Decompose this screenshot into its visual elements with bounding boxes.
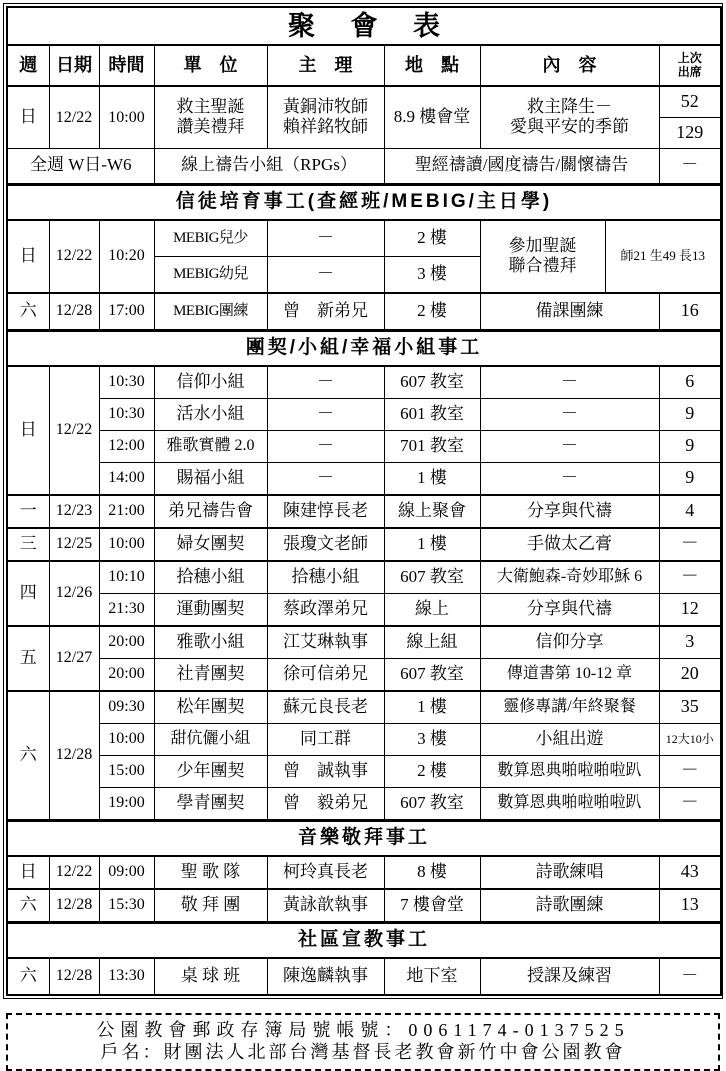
unit-cell: 弟兄禱告會 [154,495,267,528]
leader-cell [267,86,384,148]
unit-cell: 少年團契 [154,755,267,787]
content-cell: 授課及練習 [480,958,659,995]
schedule-row [7,889,721,923]
place-cell: 8.9 樓會堂 [384,86,480,148]
content-cell: 數算恩典啪啦啪啦趴 [480,755,659,787]
place-cell: 線上聚會 [384,495,480,528]
col-content: 內 容 [480,45,659,86]
section-header-row [7,330,721,366]
date-cell: 12/22 [49,366,99,495]
section-header: 團契/小組/幸福小組事工 [7,330,721,366]
unit-line1: 救主聖誕 [176,97,245,117]
schedule-row [7,691,721,724]
leader-cell: 陳建惇長老 [267,495,384,528]
time-cell: 10:30 [99,366,154,399]
place-cell: 601 教室 [384,398,480,430]
schedule-row [7,220,721,257]
time-cell: 20:00 [99,658,154,691]
unit-cell: 松年團契 [154,691,267,724]
leader-cell: － [267,398,384,430]
attendance-cell: － [659,148,721,184]
place-cell: 1 樓 [384,691,480,724]
content-cell: 備課團練 [480,293,659,331]
content-cell: － [480,462,659,495]
section-header: 音樂敬拜事工 [7,820,721,856]
week-cell: 四 [7,561,49,626]
place-cell: 線上 [384,593,480,626]
time-cell: 09:00 [99,856,154,889]
content-line1: 救主降生－ [527,97,612,117]
time-cell: 10:30 [99,398,154,430]
unit-cell: 雅歌小組 [154,626,267,659]
unit-cell: 拾穗小組 [154,561,267,594]
time-cell: 15:30 [99,889,154,923]
table-title: 聚 會 表 [7,7,721,45]
place-cell: 3 樓 [384,256,480,293]
unit-cell [154,86,267,148]
unit-cell: 雅歌實體 2.0 [154,430,267,462]
place-cell: 607 教室 [384,658,480,691]
leader-cell: － [267,220,384,257]
leader-cell: 同工群 [267,723,384,755]
week-cell: 日 [7,856,49,889]
meeting-schedule-table [6,6,722,996]
unit-cell: 敬 拜 團 [154,889,267,923]
place-cell: 2 樓 [384,293,480,331]
schedule-row [7,958,721,995]
date-cell: 12/23 [49,495,99,528]
attendance-cell: － [659,528,721,561]
attendance-cell: 9 [659,462,721,495]
content-cell [480,86,659,148]
section-header-row [7,184,721,220]
date-cell: 12/28 [49,958,99,995]
section-header-row [7,820,721,856]
attendance-cell: 13 [659,889,721,923]
schedule-row [7,856,721,889]
schedule-row [7,293,721,331]
place-cell: 地下室 [384,958,480,995]
time-cell: 15:00 [99,755,154,787]
place-cell: 7 樓會堂 [384,889,480,923]
time-cell: 10:00 [99,528,154,561]
schedule-row [7,561,721,594]
leader-cell: 拾穗小組 [267,561,384,594]
week-cell: 一 [7,495,49,528]
week-cell: 日 [7,220,49,293]
attendance-cell: 9 [659,430,721,462]
col-week: 週 [7,45,49,86]
place-cell: 701 教室 [384,430,480,462]
attendance-cell: － [659,958,721,995]
attendance-cell: 3 [659,626,721,659]
unit-cell: 信仰小組 [154,366,267,399]
week-cell: 六 [7,691,49,821]
content-cell: 數算恩典啪啦啪啦趴 [480,787,659,820]
date-cell: 12/27 [49,626,99,691]
unit-cell: 甜伉儷小組 [154,723,267,755]
week-cell: 六 [7,889,49,923]
date-cell: 12/28 [49,293,99,331]
place-cell: 線上組 [384,626,480,659]
attendance-cell: 12 [659,593,721,626]
attendance-cell: 9 [659,398,721,430]
section-header: 社區宣教事工 [7,922,721,958]
unit-cell: 運動團契 [154,593,267,626]
content-cell: 分享與代禱 [480,495,659,528]
place-cell: 3 樓 [384,723,480,755]
postal-account-line: 公園教會郵政存簿局號帳號：0061174-0137525 [96,1019,630,1040]
content-cell: － [480,366,659,399]
time-cell: 12:00 [99,430,154,462]
time-cell: 10:10 [99,561,154,594]
date-cell: 12/22 [49,220,99,293]
unit-cell: MEBIG幼兒 [154,256,267,293]
leader-cell: 曾 毅弟兄 [267,787,384,820]
week-cell: 六 [7,958,49,995]
leader-cell: － [267,256,384,293]
schedule-row [7,462,721,495]
attendance-cell: 12大10小 [659,723,721,755]
col-attendance [659,45,721,86]
table-title-row [7,7,721,45]
col-place: 地 點 [384,45,480,86]
week-cell: 三 [7,528,49,561]
date-cell: 12/22 [49,856,99,889]
week-cell: 日 [7,366,49,495]
week-span-cell: 全週 W日-W6 [7,148,154,184]
time-cell: 09:30 [99,691,154,724]
content-cell: 分享與代禱 [480,593,659,626]
attendance-cell: 35 [659,691,721,724]
time-cell: 21:30 [99,593,154,626]
time-cell: 10:00 [99,86,154,148]
unit-cell: MEBIG兒少 [154,220,267,257]
content-cell: 聖經禱讀/國度禱告/關懷禱告 [384,148,659,184]
section-header: 信徒培育事工(查經班/MEBIG/主日學) [7,184,721,220]
date-cell: 12/25 [49,528,99,561]
unit-cell: MEBIG團練 [154,293,267,331]
content-cell: － [480,398,659,430]
schedule-row [7,723,721,755]
schedule-row [7,755,721,787]
section-header-row [7,922,721,958]
schedule-row [7,86,721,117]
content-cell: 靈修專講/年終聚餐 [480,691,659,724]
unit-cell: 賜福小組 [154,462,267,495]
content-cell: 信仰分享 [480,626,659,659]
place-cell: 2 樓 [384,755,480,787]
place-cell: 607 教室 [384,366,480,399]
week-cell: 五 [7,626,49,691]
attendance-cell: 52 [659,86,721,117]
unit-cell: 桌 球 班 [154,958,267,995]
attendance-cell: 6 [659,366,721,399]
schedule-table-frame [3,3,723,999]
col-attendance-line2: 出席 [677,64,702,79]
col-leader: 主 理 [267,45,384,86]
week-cell: 日 [7,86,49,148]
place-cell: 8 樓 [384,856,480,889]
attendance-cell: 16 [659,293,721,331]
leader-cell: 張瓊文老師 [267,528,384,561]
date-cell: 12/22 [49,86,99,148]
leader-cell: 曾 誠執事 [267,755,384,787]
attendance-cell: 129 [659,117,721,148]
unit-cell: 社青團契 [154,658,267,691]
leader-cell: － [267,430,384,462]
place-cell: 607 教室 [384,561,480,594]
time-cell: 10:00 [99,723,154,755]
unit-cell: 婦女團契 [154,528,267,561]
leader-cell: － [267,462,384,495]
place-cell: 2 樓 [384,220,480,257]
schedule-row [7,148,721,184]
col-attendance-line1: 上次 [677,50,702,65]
leader-cell: 陳逸麟執事 [267,958,384,995]
content-line2: 聯合禮拜 [508,256,577,275]
leader-cell: － [267,366,384,399]
unit-cell: 活水小組 [154,398,267,430]
col-unit: 單 位 [154,45,267,86]
content-cell [480,220,605,293]
attendance-cell: 4 [659,495,721,528]
schedule-row [7,593,721,626]
time-cell: 21:00 [99,495,154,528]
attendance-stat-cell: 師21 生49 長13 [605,220,721,293]
content-cell: 小組出遊 [480,723,659,755]
leader-line2: 賴祥銘牧師 [283,117,368,137]
attendance-cell: － [659,755,721,787]
week-cell: 六 [7,293,49,331]
leader-cell: 曾 新弟兄 [267,293,384,331]
schedule-row [7,787,721,820]
leader-cell: 黃詠歆執事 [267,889,384,923]
leader-cell: 蘇元良長老 [267,691,384,724]
schedule-row [7,528,721,561]
date-cell: 12/28 [49,889,99,923]
time-cell: 10:20 [99,220,154,293]
content-cell: 詩歌團練 [480,889,659,923]
content-line2: 愛與平安的季節 [510,117,629,137]
unit-cell: 聖 歌 隊 [154,856,267,889]
schedule-row [7,626,721,659]
unit-line2: 讚美禮拜 [176,117,245,137]
time-cell: 17:00 [99,293,154,331]
leader-cell: 柯玲真長老 [267,856,384,889]
time-cell: 13:30 [99,958,154,995]
time-cell: 20:00 [99,626,154,659]
schedule-row [7,430,721,462]
place-cell: 607 教室 [384,787,480,820]
col-date: 日期 [49,45,99,86]
schedule-row [7,658,721,691]
schedule-row [7,495,721,528]
attendance-cell: － [659,787,721,820]
account-name-line: 戶名：財團法人北部台灣基督長老教會新竹中會公園教會 [100,1042,626,1062]
leader-cell: 徐可信弟兄 [267,658,384,691]
schedule-row [7,366,721,399]
schedule-row [7,398,721,430]
content-cell: － [480,430,659,462]
leader-cell: 江艾琳執事 [267,626,384,659]
content-cell: 傳道書第 10-12 章 [480,658,659,691]
column-header-row [7,45,721,86]
leader-line1: 黃銅沛牧師 [283,97,368,117]
bank-account-notice [6,1013,720,1071]
content-cell: 大衛鮑森-奇妙耶穌 6 [480,561,659,594]
date-cell: 12/26 [49,561,99,626]
unit-cell: 學青團契 [154,787,267,820]
time-cell: 14:00 [99,462,154,495]
content-cell: 手做太乙膏 [480,528,659,561]
unit-cell: 線上禱告小組（RPGs） [154,148,384,184]
place-cell: 1 樓 [384,462,480,495]
content-line1: 參加聖誕 [508,235,577,255]
attendance-cell: 43 [659,856,721,889]
time-cell: 19:00 [99,787,154,820]
place-cell: 1 樓 [384,528,480,561]
attendance-cell: － [659,561,721,594]
col-time: 時間 [99,45,154,86]
content-cell: 詩歌練唱 [480,856,659,889]
attendance-cell: 20 [659,658,721,691]
date-cell: 12/28 [49,691,99,821]
leader-cell: 蔡政澤弟兄 [267,593,384,626]
